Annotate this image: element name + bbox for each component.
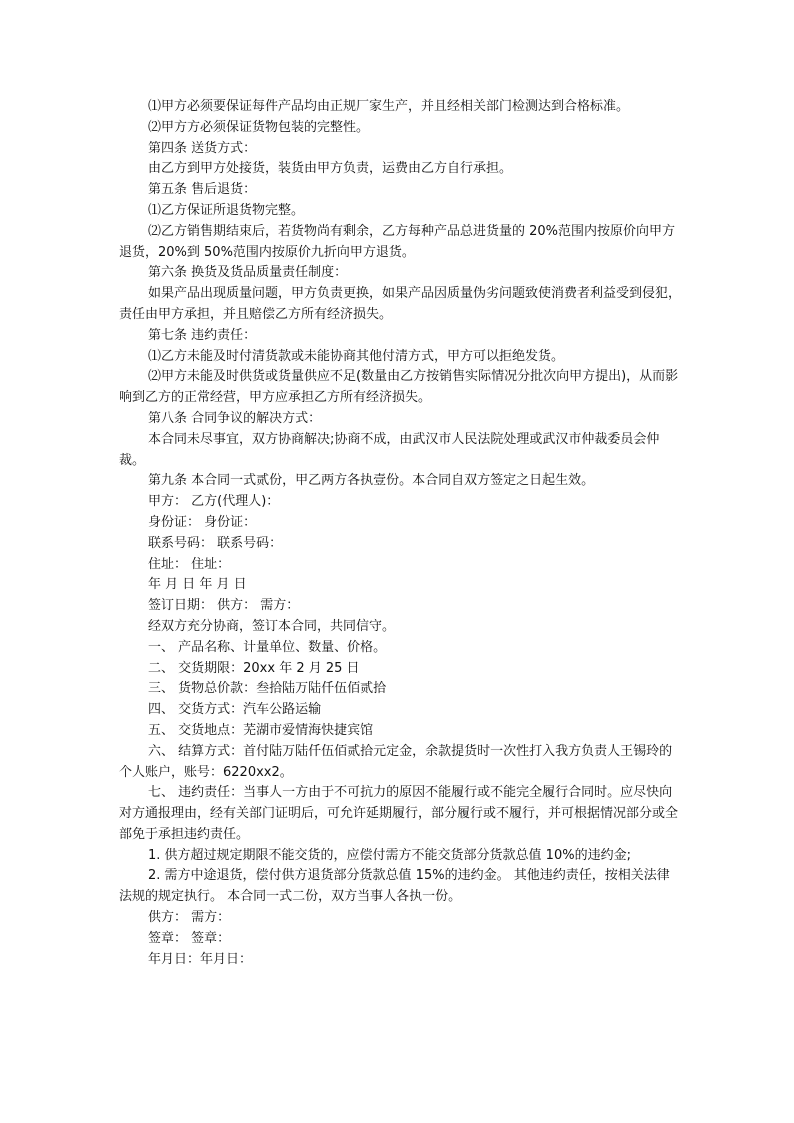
- clause-line: 二、 交货期限：20xx 年 2 月 25 日: [148, 660, 360, 676]
- clause-line: 四、 交货方式：汽车公路运输: [148, 702, 322, 718]
- signature-line: 签订日期： 供方： 需方：: [148, 598, 300, 614]
- signature-line: 供方： 需方：: [148, 910, 231, 926]
- clause-line: 六、 结算方式：首付陆万陆仟伍佰贰拾元定金，余款提货时一次性打入我方负责人王锡玲的个人账户，账号：6220xx2。: [119, 743, 673, 780]
- clause-line: ⑴乙方未能及时付清货款或未能协商其他付清方式，甲方可以拒绝发货。: [148, 348, 565, 364]
- section-heading: 第七条 违约责任：: [148, 327, 257, 343]
- clause-line: 2. 需方中途退货，偿付供方退货部分货款总值 15%的违约金。 其他违约责任，按相关法律法规的规定执行。 本合同一式二份，双方当事人各执一份。: [119, 868, 670, 905]
- clause-line: ⑵乙方销售期结束后，若货物尚有剩余，乙方每种产品总进货量的 20%范围内按原价向甲方退货，20%到 50%范围内按原价九折向甲方退货。: [119, 223, 676, 260]
- section-heading: 第五条 售后退货：: [148, 182, 257, 198]
- clause-line: ⑴乙方保证所退货物完整。: [148, 202, 305, 218]
- section-heading: 第八条 合同争议的解决方式：: [148, 410, 322, 426]
- clause-line: 如果产品出现质量问题，甲方负责更换，如果产品因质量伪劣问题致使消费者利益受到侵犯，责任由甲方承担，并且赔偿乙方所有经济损失。: [119, 286, 682, 322]
- clause-line: 七、 违约责任：当事人一方由于不可抗力的原因不能履行或不能完全履行合同时。应尽快向对方通报理由，经有关部门证明后，可允许延期履行，部分履行或不履行，并可根据情况部分或全部免于承担违约责任。: [119, 785, 679, 842]
- clause-line: 三、 货物总价款：叁拾陆万陆仟伍佰贰拾: [148, 681, 387, 697]
- signature-line: 联系号码： 联系号码：: [148, 535, 283, 551]
- clause-line: 本合同未尽事宜，双方协商解决;协商不成，由武汉市人民法院处理或武汉市仲裁委员会仲裁。: [119, 431, 660, 468]
- clause-line: 由乙方到甲方处接货，装货由甲方负责，运费由乙方自行承担。: [148, 161, 513, 177]
- clause-line: 五、 交货地点：芜湖市爱情海快捷宾馆: [148, 722, 374, 738]
- signature-line: 签章： 签章：: [148, 930, 231, 946]
- clause-line: ⑴甲方必须要保证每件产品均由正规厂家生产，并且经相关部门检测达到合格标准。: [148, 99, 630, 114]
- section-heading: 第九条 本合同一式贰份，甲乙两方各执壹份。本合同自双方签定之日起生效。: [148, 473, 595, 489]
- clause-line: ⑵甲方方必须保证货物包装的完整性。: [148, 119, 370, 135]
- signature-line: 住址： 住址：: [148, 556, 231, 572]
- clause-line: 一、 产品名称、计量单位、数量、价格。: [148, 639, 387, 655]
- clause-line: ⑵甲方未能及时供货或货量供应不足(数量由乙方按销售实际情况分批次向甲方提出)，从而影响到乙方的正常经营，甲方应承担乙方所有经济损失。: [119, 369, 679, 406]
- signature-line: 身份证： 身份证：: [148, 514, 257, 530]
- date-line: 年月日：年月日：: [148, 951, 253, 967]
- section-heading: 第四条 送货方式：: [148, 140, 257, 156]
- clause-line: 经双方充分协商，签订本合同，共同信守。: [148, 618, 396, 634]
- date-line: 年 月 日 年 月 日: [148, 577, 247, 593]
- signature-line: 甲方： 乙方(代理人)：: [148, 494, 280, 510]
- clause-line: 1. 供方超过规定期限不能交货的，应偿付需方不能交货部分货款总值 10%的违约金;: [148, 847, 631, 863]
- contract-body: [119, 97, 681, 970]
- section-heading: 第六条 换货及货品质量责任制度：: [148, 265, 348, 281]
